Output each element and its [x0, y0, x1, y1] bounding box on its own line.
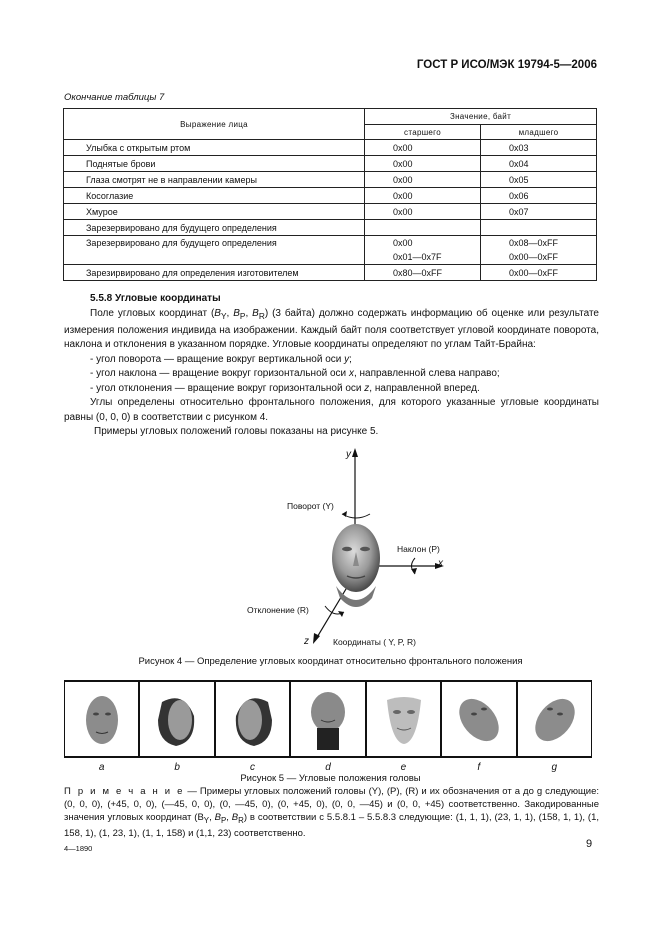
- coords-label: Координаты ( Y, P, R): [333, 637, 416, 647]
- head-pose-c: [216, 682, 289, 756]
- axis-x-label: x: [438, 558, 443, 569]
- figure-4-diagram: [230, 446, 510, 646]
- paragraph-1: Поле угловых координат ($B_Y$, $B_P$, $B_R$) (3 байта) должно содержать информацию об оценке или результате измерения положения индивида на изображении. Каждый байт поля соответствует угловой координате поворота, наклона и отклонения в указанном порядке. Угловые координаты определяют по углам Тайт-Брайна:: [64, 308, 599, 350]
- head-pose-a: [65, 682, 138, 756]
- head-icon: [332, 524, 380, 607]
- head-pose-g: [518, 682, 591, 756]
- document-header: ГОСТ Р ИСО/МЭК 19794-5—2006: [416, 59, 597, 71]
- table-row: Зарезервировано для будущего определения: [64, 220, 597, 236]
- figure-5-strip: [64, 680, 592, 758]
- note: П р и м е ч а н и е — Примеры угловых положений головы (Y), (P), (R) и их обозначения от a до g следующие: (0, 0, 0), (+45, 0, 0), (—45, 0, 0), (0, —45, 0), (0, +45, 0), (0, 0, —45) и (0, 0, +45) соответственно. Закодированные значения угловых координат ($B_Y$, $B_P$, $B_R$) в соответствии с 5.5.8.1 – 5.5.8.3 следующие: (1, 1, 1), (23, 1, 1), (158, 1, 1), (1, 158, 1), (1, 23, 1), (1, 1, 158) и (1,1, 23) соответственно.: [64, 786, 600, 839]
- list-item: - угол поворота — вращение вокруг вертикальной оси y;: [90, 353, 352, 365]
- section-body: [64, 307, 599, 440]
- head-pose-b: [140, 682, 213, 756]
- col-header-high: старшего: [365, 125, 481, 140]
- head-pose-d: [291, 682, 364, 756]
- table-row: Косоглазие 0x00 0x06: [64, 188, 597, 204]
- pose-letter: g: [551, 762, 558, 773]
- pose-letter: a: [98, 762, 105, 773]
- pose-letter: d: [325, 762, 331, 773]
- section-title: 5.5.8 Угловые координаты: [90, 293, 221, 304]
- pose-letter: c: [250, 762, 256, 773]
- pose-letter: e: [400, 762, 407, 773]
- table-caption: Окончание таблицы 7: [64, 92, 165, 103]
- list-item: - угол отклонения — вращение вокруг горизонтальной оси z, направленной вперед.: [90, 382, 480, 394]
- axis-z-label: z: [304, 636, 309, 647]
- col-header-value: Значение, байт: [365, 109, 597, 125]
- footer-print-code: 4—1890: [64, 844, 93, 853]
- table-row: Зарезирвировано для определения изготовителем 0x80—0xFF 0x00—0xFF: [64, 265, 597, 281]
- figure-5-letters: [64, 762, 592, 773]
- col-header-expression: Выражение лица: [64, 109, 365, 140]
- page-number: 9: [586, 838, 593, 850]
- paragraph-2: Углы определены относительно фронтального положения, для которого указанные угловые координаты равны (0, 0, 0) в соответствии с рисунком 4.: [64, 397, 599, 423]
- table-row: Глаза смотрят не в направлении камеры 0x00 0x05: [64, 172, 597, 188]
- table-row: Хмурое 0x00 0x07: [64, 204, 597, 220]
- paragraph-3: Примеры угловых положений головы показаны на рисунке 5.: [94, 426, 379, 437]
- head-pose-e: [367, 682, 440, 756]
- table-row: Поднятые брови 0x00 0x04: [64, 156, 597, 172]
- pose-letter: b: [174, 762, 180, 773]
- table-row: Зарезервировано для будущего определения 0x00 0x01—0x7F 0x08—0xFF 0x00—0xFF: [64, 236, 597, 265]
- figure-4-caption: Рисунок 4 — Определение угловых координат относительно фронтального положения: [138, 656, 523, 667]
- roll-label: Отклонение (R): [247, 605, 309, 615]
- head-pose-f: [442, 682, 515, 756]
- figure-5-caption: Рисунок 5 — Угловые положения головы: [240, 773, 421, 784]
- list-item: - угол наклона — вращение вокруг горизонтальной оси x, направленной слева направо;: [90, 368, 500, 379]
- yaw-label: Поворот (Y): [287, 501, 334, 511]
- table-7: [63, 108, 597, 281]
- table-row: Улыбка с открытым ртом 0x00 0x03: [64, 140, 597, 156]
- pose-letter: f: [477, 762, 481, 773]
- col-header-low: младшего: [481, 125, 597, 140]
- axis-y-label: y: [346, 449, 351, 460]
- pitch-label: Наклон (P): [397, 544, 440, 554]
